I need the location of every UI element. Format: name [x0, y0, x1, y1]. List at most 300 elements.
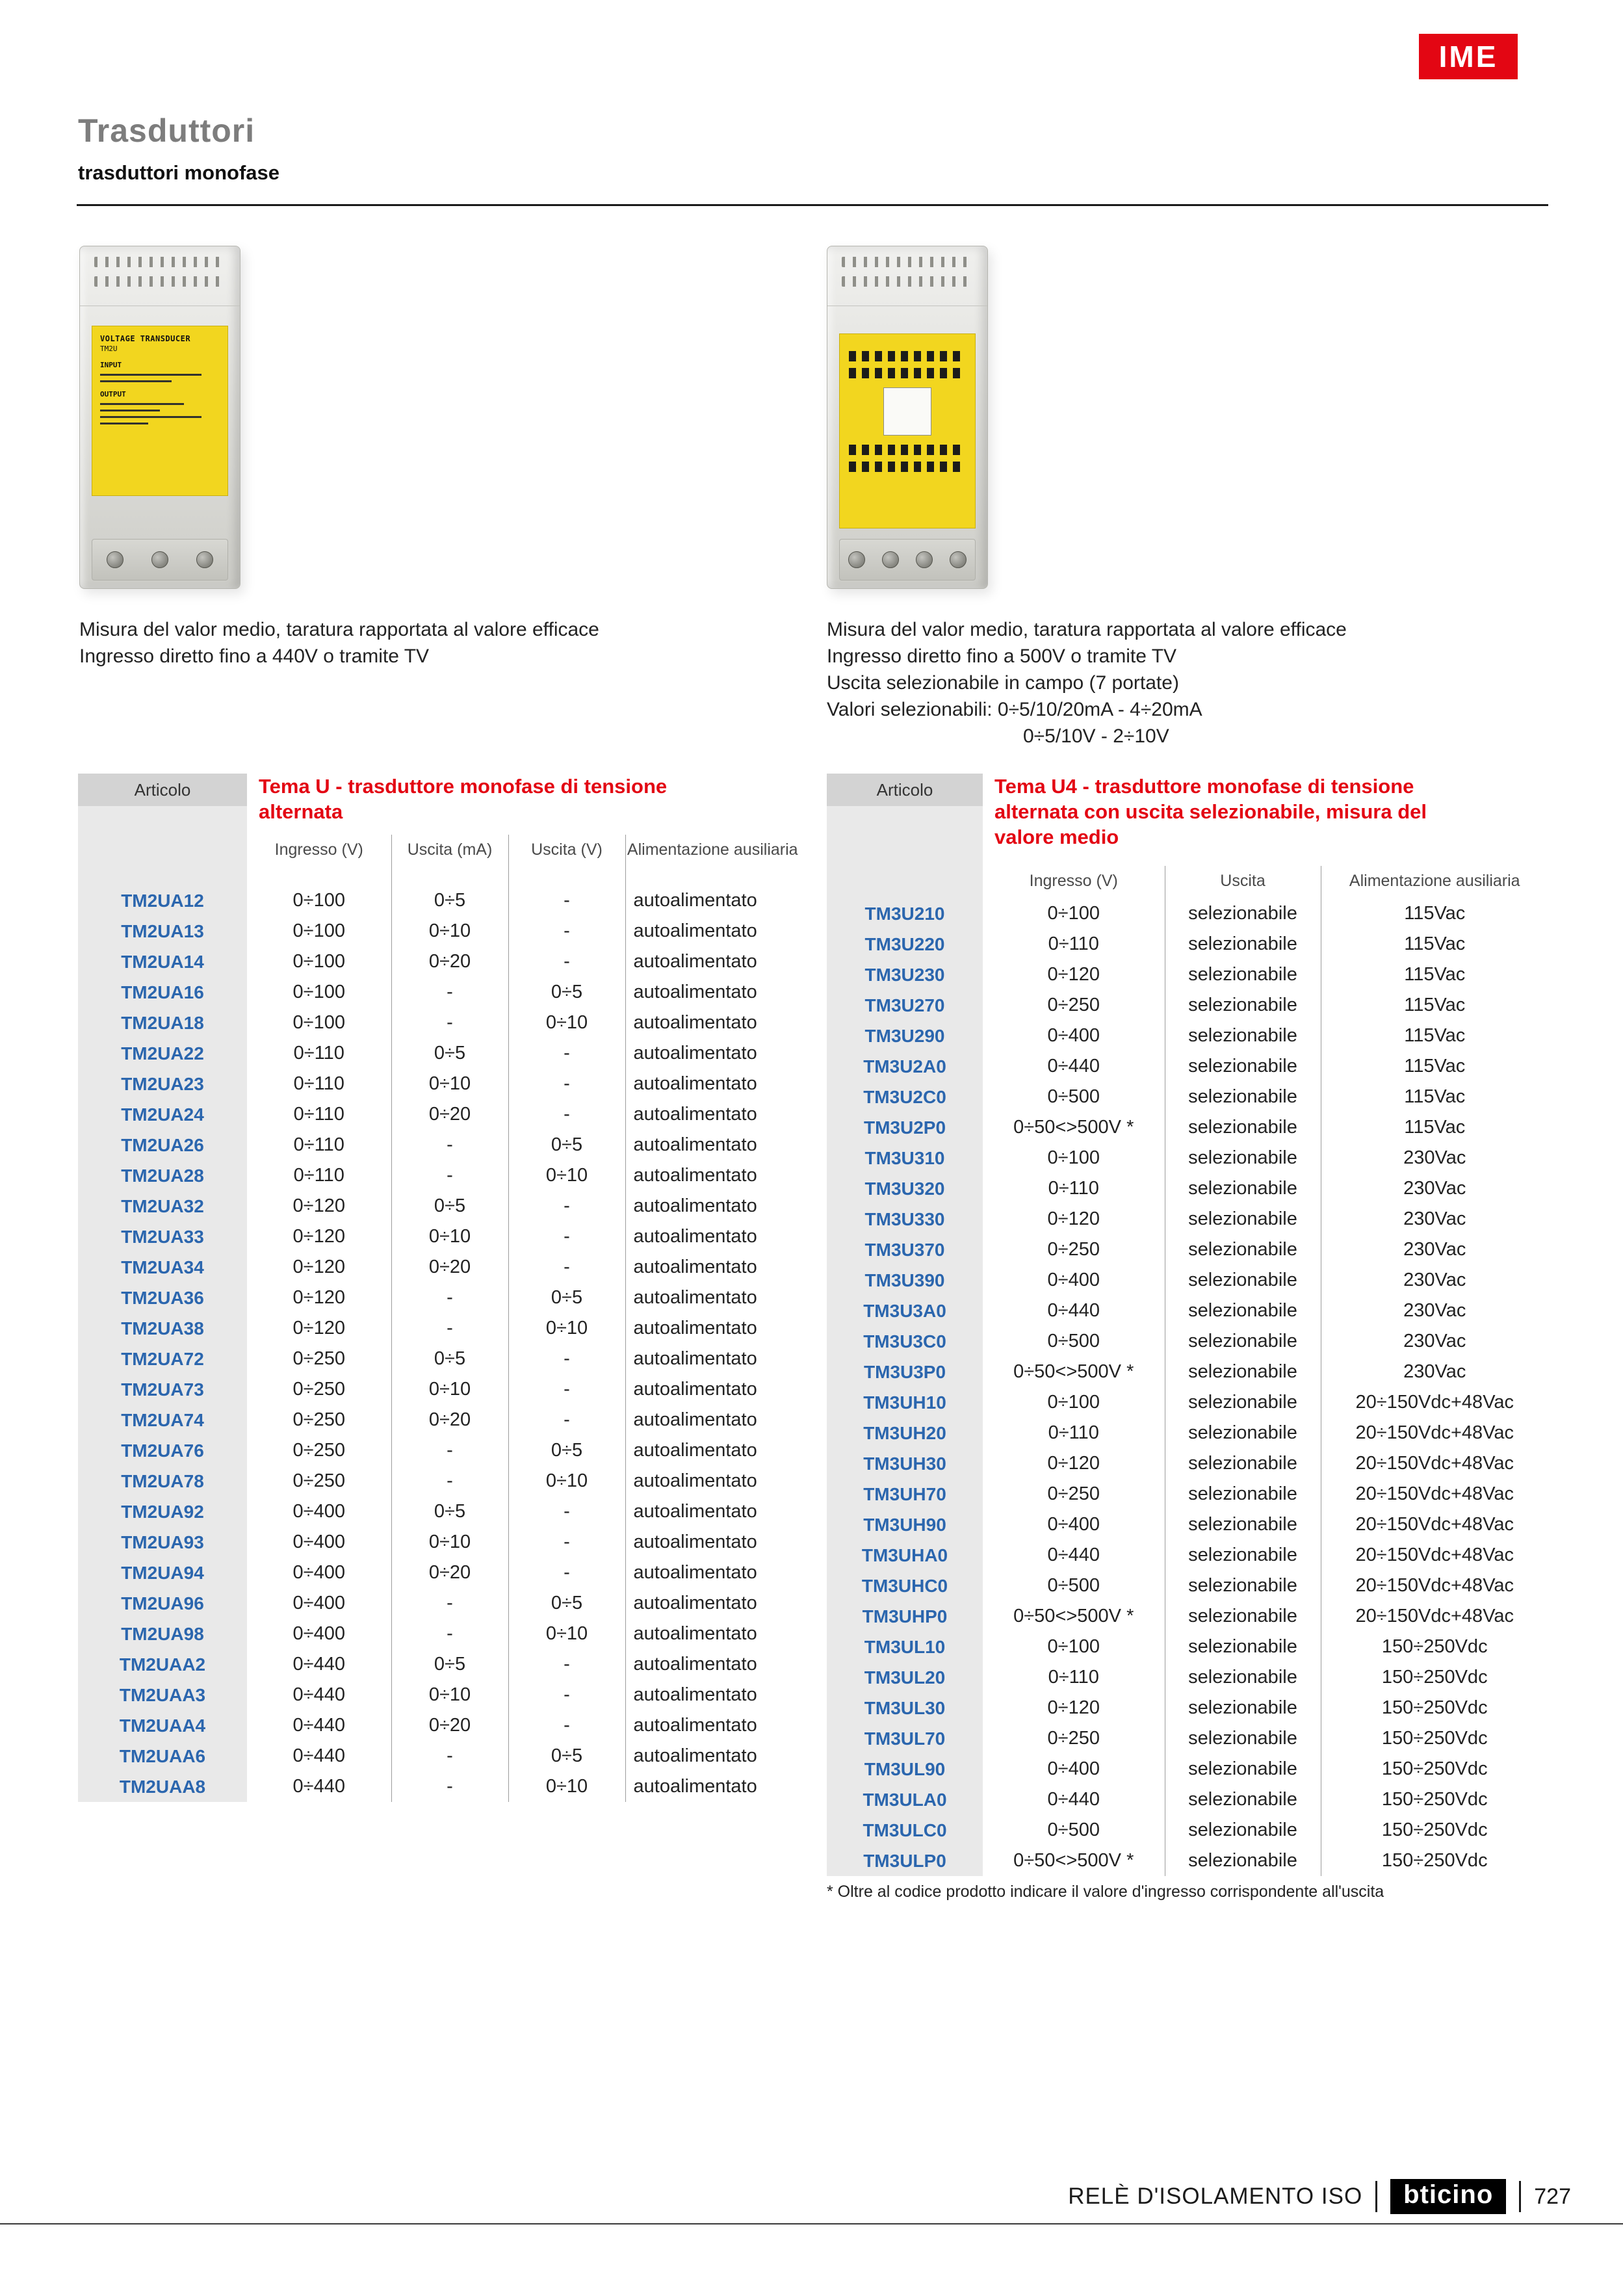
articolo-column-head — [827, 774, 983, 866]
article-code: TM3UHA0 — [827, 1540, 983, 1571]
terminal-screw — [882, 551, 899, 568]
value-cell: 0÷5 — [391, 885, 508, 916]
value-cell: 115Vac — [1321, 959, 1548, 990]
value-cell: autoalimentato — [625, 1038, 799, 1069]
value-cell: 20÷150Vdc+48Vac — [1321, 1418, 1548, 1448]
table-row — [827, 1509, 1548, 1540]
value-cell: selezionabile — [1165, 1112, 1321, 1143]
table-row — [827, 1693, 1548, 1723]
module-label-output: OUTPUT — [100, 390, 126, 398]
ime-logo: IME — [1419, 34, 1518, 79]
table-row — [827, 1357, 1548, 1387]
article-code: TM2UA16 — [78, 977, 247, 1008]
terminal-screw — [950, 551, 967, 568]
description-line: 0÷5/10V - 2÷10V — [1023, 725, 1169, 747]
value-cell: 150÷250Vdc — [1321, 1723, 1548, 1754]
value-cell: 0÷250 — [292, 1440, 345, 1461]
article-code: TM3U330 — [827, 1204, 983, 1234]
value-cell: 0÷100 — [1047, 1147, 1100, 1168]
table-row — [827, 1021, 1548, 1051]
description-line: Uscita selezionabile in campo (7 portate) — [827, 672, 1179, 694]
col-header-ingresso: Ingresso (V) — [1029, 872, 1118, 890]
terminal-screw — [848, 551, 865, 568]
article-code: TM3U2P0 — [827, 1112, 983, 1143]
table-row — [78, 1771, 799, 1802]
table-row — [827, 959, 1548, 990]
value-cell: selezionabile — [1165, 1296, 1321, 1326]
value-cell: 0÷20 — [391, 1252, 508, 1283]
value-cell: 0÷5 — [508, 977, 625, 1008]
footer-section-title: RELÈ D'ISOLAMENTO ISO — [1068, 2184, 1363, 2209]
footer-divider-bar — [1519, 2181, 1521, 2212]
value-cell: 0÷250 — [292, 1470, 345, 1491]
article-code: TM2UA76 — [78, 1435, 247, 1466]
module-label — [92, 326, 228, 496]
value-cell: autoalimentato — [625, 946, 799, 977]
table-row — [827, 1143, 1548, 1173]
table-row — [827, 1846, 1548, 1876]
value-cell: 0÷120 — [292, 1195, 345, 1216]
value-cell: 0÷5 — [391, 1649, 508, 1680]
value-cell: autoalimentato — [625, 1008, 799, 1038]
value-cell: 0÷110 — [293, 1043, 344, 1063]
value-cell: - — [391, 1741, 508, 1771]
value-cell: autoalimentato — [625, 1130, 799, 1160]
value-cell: - — [391, 1588, 508, 1619]
table-row — [827, 1387, 1548, 1418]
table-header-block — [78, 774, 799, 835]
value-cell: 20÷150Vdc+48Vac — [1321, 1601, 1548, 1632]
table-title-line: alternata — [259, 800, 343, 823]
value-cell: 0÷10 — [508, 1466, 625, 1496]
value-cell: 20÷150Vdc+48Vac — [1321, 1448, 1548, 1479]
table-title — [259, 774, 667, 835]
value-cell: selezionabile — [1165, 990, 1321, 1021]
value-cell: 115Vac — [1321, 1021, 1548, 1051]
value-cell: 150÷250Vdc — [1321, 1693, 1548, 1723]
terminal-screw — [107, 551, 123, 568]
value-cell: 0÷500 — [1047, 1575, 1100, 1596]
value-cell: autoalimentato — [625, 1741, 799, 1771]
value-cell: 115Vac — [1321, 1051, 1548, 1082]
article-code: TM3U290 — [827, 1021, 983, 1051]
col-header-uscita-ma: Uscita (mA) — [391, 835, 508, 885]
table-row — [78, 1252, 799, 1283]
label-text-line — [100, 403, 184, 405]
value-cell: 0÷400 — [292, 1593, 345, 1613]
value-cell: selezionabile — [1165, 1662, 1321, 1693]
value-cell: 0÷400 — [1047, 1270, 1100, 1290]
table-row — [827, 1234, 1548, 1265]
table-row — [78, 1191, 799, 1221]
value-cell: autoalimentato — [625, 1099, 799, 1130]
table-row — [78, 1680, 799, 1710]
value-cell: 0÷120 — [1047, 1697, 1100, 1718]
article-code: TM2UA93 — [78, 1527, 247, 1558]
value-cell: - — [508, 1527, 625, 1558]
value-cell: 0÷5 — [391, 1038, 508, 1069]
value-cell: 0÷10 — [508, 1619, 625, 1649]
module-terminals — [92, 539, 228, 581]
table-row — [78, 977, 799, 1008]
value-cell: - — [391, 977, 508, 1008]
value-cell: 0÷10 — [391, 916, 508, 946]
column-header-articolo: Articolo — [78, 774, 247, 806]
value-cell: - — [391, 1771, 508, 1802]
value-cell: autoalimentato — [625, 1221, 799, 1252]
table-title — [994, 774, 1427, 866]
dip-switch-row — [849, 368, 966, 378]
table-row — [827, 1571, 1548, 1601]
table-row — [78, 1527, 799, 1558]
col-header-alimentazione: Alimentazione ausiliaria — [625, 835, 799, 885]
value-cell: autoalimentato — [625, 1069, 799, 1099]
value-cell: 0÷100 — [292, 951, 345, 972]
value-cell: 0÷110 — [1048, 1422, 1099, 1443]
table-row — [827, 1754, 1548, 1784]
value-cell: 0÷250 — [292, 1409, 345, 1430]
article-code: TM3ULA0 — [827, 1784, 983, 1815]
value-cell: 0÷440 — [292, 1715, 345, 1736]
value-cell: autoalimentato — [625, 1405, 799, 1435]
value-cell: 0÷400 — [292, 1501, 345, 1522]
table-title-line: Tema U4 - trasduttore monofase di tensione — [994, 775, 1414, 798]
table-row — [78, 1038, 799, 1069]
value-cell: 150÷250Vdc — [1321, 1662, 1548, 1693]
value-cell: autoalimentato — [625, 1191, 799, 1221]
footer-divider-bar — [1375, 2181, 1377, 2212]
article-code: TM3UL90 — [827, 1754, 983, 1784]
table-body — [78, 885, 799, 1802]
value-cell: selezionabile — [1165, 1265, 1321, 1296]
value-cell: autoalimentato — [625, 1710, 799, 1741]
table-row — [78, 1741, 799, 1771]
value-cell: 0÷440 — [1047, 1056, 1100, 1076]
table-row — [827, 1204, 1548, 1234]
article-code: TM2UA13 — [78, 916, 247, 946]
article-code: TM3U3P0 — [827, 1357, 983, 1387]
value-cell: selezionabile — [1165, 1387, 1321, 1418]
value-cell: - — [508, 1405, 625, 1435]
value-cell: 0÷20 — [391, 1405, 508, 1435]
value-cell: autoalimentato — [625, 916, 799, 946]
description-line: Ingresso diretto fino a 440V o tramite TV — [79, 646, 430, 667]
value-cell: selezionabile — [1165, 1051, 1321, 1082]
value-cell: 0÷100 — [292, 890, 345, 911]
article-code: TM2UA78 — [78, 1466, 247, 1496]
module-terminals — [839, 539, 976, 581]
value-cell: - — [391, 1466, 508, 1496]
article-code: TM2UA24 — [78, 1099, 247, 1130]
table-row — [827, 1173, 1548, 1204]
value-cell: autoalimentato — [625, 977, 799, 1008]
product-table — [827, 866, 1548, 1876]
value-cell: autoalimentato — [625, 1558, 799, 1588]
value-cell: 0÷440 — [292, 1684, 345, 1705]
value-cell: 0÷110 — [293, 1073, 344, 1094]
value-cell: autoalimentato — [625, 1283, 799, 1313]
value-cell: 0÷120 — [292, 1257, 345, 1277]
value-cell: 0÷20 — [391, 1099, 508, 1130]
article-code: TM2UA98 — [78, 1619, 247, 1649]
value-cell: selezionabile — [1165, 1754, 1321, 1784]
value-cell: 0÷440 — [1047, 1789, 1100, 1810]
value-cell: 0÷100 — [292, 982, 345, 1002]
value-cell: 0÷110 — [293, 1104, 344, 1125]
footer-divider — [0, 2223, 1623, 2224]
table-row — [78, 1130, 799, 1160]
value-cell: autoalimentato — [625, 1588, 799, 1619]
table-row — [78, 1466, 799, 1496]
value-cell: 0÷10 — [508, 1771, 625, 1802]
article-code: TM2UA96 — [78, 1588, 247, 1619]
value-cell: autoalimentato — [625, 1160, 799, 1191]
article-code: TM2UA73 — [78, 1374, 247, 1405]
article-code: TM2UA36 — [78, 1283, 247, 1313]
table-row — [827, 1418, 1548, 1448]
table-row — [827, 1082, 1548, 1112]
description-line: Ingresso diretto fino a 500V o tramite TV — [827, 646, 1177, 667]
article-code: TM3UH30 — [827, 1448, 983, 1479]
article-code: TM3U210 — [827, 898, 983, 929]
table-row — [78, 1008, 799, 1038]
value-cell: selezionabile — [1165, 1326, 1321, 1357]
value-cell: 0÷120 — [292, 1226, 345, 1247]
article-code: TM3U2A0 — [827, 1051, 983, 1082]
table-row — [78, 916, 799, 946]
value-cell: selezionabile — [1165, 1723, 1321, 1754]
value-cell: - — [391, 1283, 508, 1313]
value-cell: 0÷20 — [391, 946, 508, 977]
value-cell: 0÷250 — [1047, 1483, 1100, 1504]
product-photo-tema-u4 — [827, 246, 988, 589]
value-cell: 230Vac — [1321, 1204, 1548, 1234]
value-cell: 0÷10 — [391, 1221, 508, 1252]
table-tema-u — [78, 774, 799, 1802]
dip-switch-row — [849, 351, 966, 361]
value-cell: autoalimentato — [625, 1374, 799, 1405]
value-cell: - — [508, 916, 625, 946]
table-row — [827, 1051, 1548, 1082]
value-cell: 0÷10 — [391, 1527, 508, 1558]
terminal-screw — [151, 551, 168, 568]
table-row — [78, 1160, 799, 1191]
label-text-line — [100, 380, 172, 382]
value-cell: 0÷50<>500V * — [1013, 1361, 1134, 1382]
table-row — [827, 1662, 1548, 1693]
article-code: TM3U270 — [827, 990, 983, 1021]
value-cell: 0÷120 — [292, 1318, 345, 1338]
value-cell: 0÷110 — [1048, 933, 1099, 954]
table-tema-u4 — [827, 774, 1548, 1901]
value-cell: selezionabile — [1165, 1173, 1321, 1204]
table-row — [78, 1435, 799, 1466]
value-cell: 0÷440 — [1047, 1545, 1100, 1565]
value-cell: selezionabile — [1165, 898, 1321, 929]
value-cell: 0÷5 — [508, 1588, 625, 1619]
col-header-uscita: Uscita — [1165, 866, 1321, 898]
article-code: TM3U390 — [827, 1265, 983, 1296]
table-row — [827, 1112, 1548, 1143]
value-cell: selezionabile — [1165, 1815, 1321, 1846]
value-cell: 0÷120 — [1047, 964, 1100, 985]
vent-slots — [94, 276, 226, 287]
value-cell: selezionabile — [1165, 959, 1321, 990]
table-body — [827, 898, 1548, 1876]
value-cell: 150÷250Vdc — [1321, 1815, 1548, 1846]
vent-slots — [842, 276, 973, 287]
table-row — [78, 885, 799, 916]
table-row — [78, 1283, 799, 1313]
value-cell: 20÷150Vdc+48Vac — [1321, 1571, 1548, 1601]
label-text-line — [100, 410, 160, 411]
value-cell: - — [391, 1160, 508, 1191]
value-cell: 0÷120 — [292, 1287, 345, 1308]
value-cell: autoalimentato — [625, 1680, 799, 1710]
value-cell: 0÷500 — [1047, 1331, 1100, 1351]
table-row — [827, 1296, 1548, 1326]
article-code: TM2UA22 — [78, 1038, 247, 1069]
label-text-line — [100, 374, 201, 376]
page-footer — [1068, 2179, 1571, 2214]
value-cell: 0÷10 — [508, 1313, 625, 1344]
value-cell: 230Vac — [1321, 1143, 1548, 1173]
value-cell: 0÷100 — [1047, 903, 1100, 924]
value-cell: 230Vac — [1321, 1357, 1548, 1387]
article-code: TM2UA72 — [78, 1344, 247, 1374]
value-cell: autoalimentato — [625, 1649, 799, 1680]
value-cell: - — [508, 1649, 625, 1680]
value-cell: selezionabile — [1165, 1571, 1321, 1601]
product-table — [78, 835, 799, 1802]
article-code: TM3U2C0 — [827, 1082, 983, 1112]
value-cell: 0÷5 — [508, 1130, 625, 1160]
value-cell: 0÷50<>500V * — [1013, 1606, 1134, 1626]
value-cell: 0÷110 — [293, 1165, 344, 1186]
vent-slots — [842, 257, 973, 267]
terminal-screw — [916, 551, 933, 568]
col-header-ingresso: Ingresso (V) — [274, 841, 363, 859]
value-cell: 150÷250Vdc — [1321, 1784, 1548, 1815]
value-cell: selezionabile — [1165, 929, 1321, 959]
value-cell: - — [508, 1099, 625, 1130]
table-row — [78, 1374, 799, 1405]
value-cell: - — [508, 946, 625, 977]
value-cell: 115Vac — [1321, 929, 1548, 959]
article-code: TM3U220 — [827, 929, 983, 959]
value-cell: autoalimentato — [625, 1344, 799, 1374]
value-cell: 0÷10 — [508, 1160, 625, 1191]
articolo-column-head — [78, 774, 247, 835]
value-cell: 0÷250 — [292, 1379, 345, 1400]
value-cell: 0÷250 — [292, 1348, 345, 1369]
value-cell: - — [508, 1344, 625, 1374]
article-code: TM2UA23 — [78, 1069, 247, 1099]
article-code: TM2UA38 — [78, 1313, 247, 1344]
value-cell: - — [391, 1008, 508, 1038]
value-cell: 0÷440 — [292, 1776, 345, 1797]
value-cell: 0÷440 — [1047, 1300, 1100, 1321]
value-cell: selezionabile — [1165, 1846, 1321, 1876]
table-row — [78, 1099, 799, 1130]
articolo-column-spacer — [78, 835, 247, 885]
article-code: TM3UHP0 — [827, 1601, 983, 1632]
col-header-alimentazione: Alimentazione ausiliaria — [1321, 866, 1548, 898]
label-text-line — [100, 416, 201, 418]
page-title: Trasduttori — [78, 112, 255, 149]
article-code: TM2UA12 — [78, 885, 247, 916]
value-cell: selezionabile — [1165, 1021, 1321, 1051]
value-cell: 115Vac — [1321, 1082, 1548, 1112]
column-header-articolo: Articolo — [827, 774, 983, 806]
article-code: TM3U310 — [827, 1143, 983, 1173]
value-cell: 230Vac — [1321, 1296, 1548, 1326]
value-cell: - — [508, 1221, 625, 1252]
module-label-title: VOLTAGE TRANSDUCER — [100, 334, 191, 343]
value-cell: 0÷5 — [508, 1741, 625, 1771]
value-cell: 0÷10 — [508, 1008, 625, 1038]
value-cell: 0÷250 — [1047, 1728, 1100, 1749]
article-code: TM3U370 — [827, 1234, 983, 1265]
value-cell: 0÷400 — [292, 1532, 345, 1552]
value-cell: 0÷10 — [391, 1069, 508, 1099]
value-cell: 0÷5 — [391, 1191, 508, 1221]
value-cell: selezionabile — [1165, 1540, 1321, 1571]
value-cell: selezionabile — [1165, 1143, 1321, 1173]
dip-switch-row — [849, 445, 966, 455]
article-code: TM3U3A0 — [827, 1296, 983, 1326]
value-cell: autoalimentato — [625, 885, 799, 916]
article-code: TM3UH70 — [827, 1479, 983, 1509]
value-cell: - — [508, 1680, 625, 1710]
value-cell: 20÷150Vdc+48Vac — [1321, 1479, 1548, 1509]
dip-switch-panel — [839, 333, 976, 528]
value-cell: autoalimentato — [625, 1619, 799, 1649]
value-cell: - — [508, 1710, 625, 1741]
value-cell: 150÷250Vdc — [1321, 1846, 1548, 1876]
value-cell: 0÷100 — [1047, 1392, 1100, 1413]
value-cell: selezionabile — [1165, 1418, 1321, 1448]
vent-slots — [94, 257, 226, 267]
article-code: TM2UA74 — [78, 1405, 247, 1435]
table-row — [827, 1448, 1548, 1479]
description-line: Valori selezionabili: 0÷5/10/20mA - 4÷20mA — [827, 699, 1202, 720]
article-code: TM3UL10 — [827, 1632, 983, 1662]
module-vents — [827, 246, 987, 306]
value-cell: selezionabile — [1165, 1082, 1321, 1112]
value-cell: autoalimentato — [625, 1496, 799, 1527]
value-cell: autoalimentato — [625, 1252, 799, 1283]
value-cell: 115Vac — [1321, 990, 1548, 1021]
value-cell: 0÷5 — [391, 1496, 508, 1527]
value-cell: 0÷100 — [292, 1012, 345, 1033]
value-cell: 20÷150Vdc+48Vac — [1321, 1387, 1548, 1418]
table-row — [827, 929, 1548, 959]
value-cell: autoalimentato — [625, 1313, 799, 1344]
bticino-logo: bticino — [1390, 2179, 1506, 2214]
article-code: TM3ULC0 — [827, 1815, 983, 1846]
value-cell: - — [391, 1130, 508, 1160]
table-title-line: valore medio — [994, 826, 1119, 848]
value-cell: 0÷400 — [1047, 1025, 1100, 1046]
table-row — [827, 1784, 1548, 1815]
value-cell: 230Vac — [1321, 1326, 1548, 1357]
value-cell: - — [508, 885, 625, 916]
value-cell: 0÷110 — [293, 1134, 344, 1155]
article-code: TM2UA33 — [78, 1221, 247, 1252]
value-cell: 0÷250 — [1047, 995, 1100, 1015]
value-cell: selezionabile — [1165, 1784, 1321, 1815]
